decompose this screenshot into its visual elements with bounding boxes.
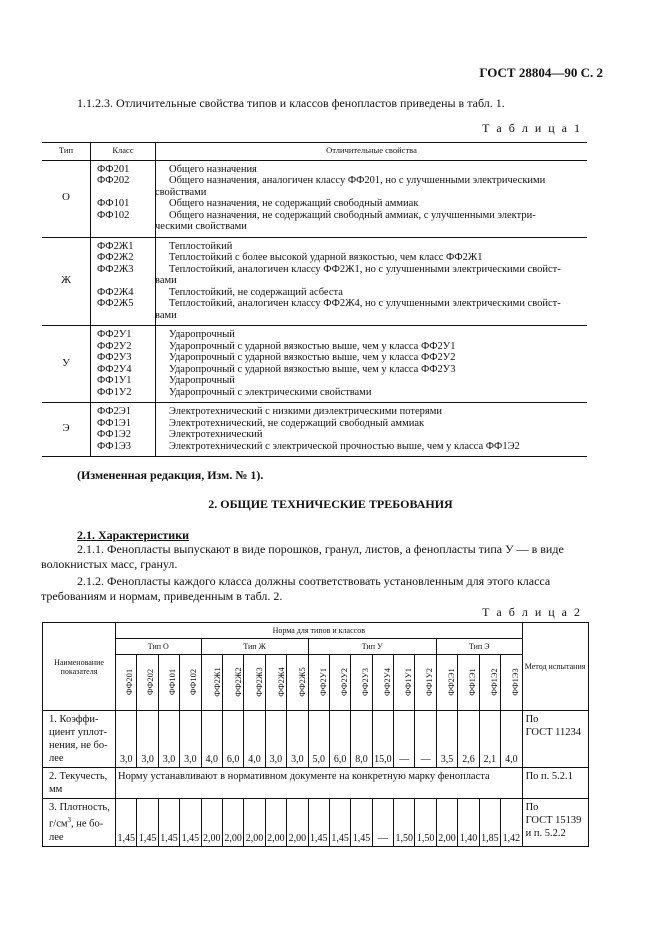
table1-header-type: Тип <box>42 143 91 161</box>
page-header: ГОСТ 28804—90 С. 2 <box>479 65 603 80</box>
class-header-text: ФФ1Э1 <box>467 668 478 696</box>
class-header <box>501 655 523 711</box>
row-name <box>43 768 116 799</box>
type-zh: Ж <box>42 237 91 326</box>
property-line: Теплостойкий <box>169 240 233 252</box>
class-item: ФФ2Ж2 <box>97 252 134 263</box>
row-name <box>43 711 116 768</box>
value-cell: 2,00 <box>287 799 308 847</box>
row-name-tail: , не бо- <box>71 818 104 830</box>
table2-header-row2 <box>43 639 589 655</box>
property-line: вами <box>155 309 177 321</box>
row-name-line: лее <box>49 831 64 843</box>
type-o: О <box>42 160 91 237</box>
paragraph-2-1-1: 2.1.1. Фенопласты выпускают в виде порошков, гранул, листов, а фенопласты типа У — в виде <box>77 542 564 556</box>
value-cell: 8,0 <box>351 711 372 768</box>
table2-header-method: Метод испытания <box>522 623 588 711</box>
class-header <box>180 655 201 711</box>
table2-header-name: Наименование показателя <box>43 623 116 711</box>
amendment-note: (Измененная редакция, Изм. № 1). <box>77 468 264 482</box>
value-cell: 6,0 <box>329 711 350 768</box>
row-name-line: 2. Текучесть, <box>49 771 108 782</box>
value-cell: 2,6 <box>458 711 479 768</box>
property-line: Общего назначения <box>169 163 257 175</box>
method-line: и п. 5.2.2 <box>525 828 566 839</box>
class-item <box>97 221 152 233</box>
class-header <box>415 655 436 711</box>
property-list <box>156 403 588 457</box>
class-item: ФФ2Ж3 <box>97 263 134 275</box>
class-list <box>91 237 156 326</box>
class-header-text: ФФ102 <box>188 668 199 696</box>
value-cell: 6,0 <box>222 711 243 768</box>
value-cell: 1,85 <box>479 799 500 847</box>
unit-superscript: 3 <box>67 816 72 824</box>
value-cell: 4,0 <box>244 711 265 768</box>
class-header-text: ФФ1У1 <box>403 668 414 696</box>
row-name-line: циент уплот- <box>49 727 108 738</box>
class-item: ФФ101 <box>97 198 130 209</box>
property-line: Теплостойкий с более высокой ударной вязкостью, чем класс ФФ2Ж1 <box>169 252 483 263</box>
class-header-text: ФФ1Э2 <box>488 668 499 696</box>
property-line: вами <box>155 275 177 286</box>
table2-type-o: Тип О <box>116 639 202 655</box>
table2-type-zh: Тип Ж <box>201 639 308 655</box>
class-item <box>97 275 152 287</box>
class-item: ФФ2У4 <box>97 363 132 375</box>
table2-header-norm: Норма для типов и классов <box>116 623 523 639</box>
value-cell: 2,00 <box>265 799 286 847</box>
value-cell: 1,50 <box>394 799 415 847</box>
class-item: ФФ1Э3 <box>97 440 132 452</box>
method-line: ГОСТ 15139 <box>525 815 582 826</box>
class-header <box>158 655 179 711</box>
property-line: Ударопрочный с ударной вязкостью выше, чем у класса ФФ2У3 <box>169 363 456 375</box>
row-name-line: 3. Плотность, <box>49 802 110 813</box>
table2-row-density <box>43 799 589 847</box>
property-line: Электротехнический <box>169 429 263 440</box>
table2-row-fluidity <box>43 768 589 799</box>
class-header-text: ФФ202 <box>145 668 156 696</box>
table1-header-row <box>42 143 587 161</box>
class-header-text: ФФ2Ж4 <box>275 667 286 697</box>
class-header-text: ФФ1У2 <box>424 668 435 696</box>
class-item: ФФ2Ж4 <box>97 286 134 298</box>
table2-row-compaction <box>43 711 589 768</box>
class-item: ФФ2Ж5 <box>97 298 134 309</box>
value-cell: 2,1 <box>479 711 500 768</box>
section-title: 2. ОБЩИЕ ТЕХНИЧЕСКИЕ ТРЕБОВАНИЯ <box>208 497 453 511</box>
class-header <box>436 655 457 711</box>
type-e: Э <box>42 403 91 457</box>
property-line: Общего назначения, не содержащий свободный аммиак <box>169 198 419 209</box>
property-line: Ударопрочный с электрическими свойствами <box>169 386 372 398</box>
value-cell: 2,00 <box>244 799 265 847</box>
table1 <box>42 142 587 457</box>
class-item: ФФ1У1 <box>97 375 132 386</box>
property-line: ческими свойствами <box>155 221 247 232</box>
class-header-text: ФФ2Ж5 <box>296 667 307 697</box>
table1-group-zh <box>42 237 587 326</box>
class-item: ФФ1У2 <box>97 386 132 398</box>
class-header-text: ФФ2У4 <box>381 668 392 696</box>
class-header-text: ФФ2Ж2 <box>232 667 243 697</box>
class-list <box>91 160 156 237</box>
table1-header-properties: Отличительные свойства <box>156 143 588 161</box>
method-cell <box>522 799 588 847</box>
class-header <box>308 655 329 711</box>
value-cell: 3,5 <box>436 711 457 768</box>
value-cell: 1,45 <box>116 799 137 847</box>
class-header-text: ФФ2Ж3 <box>254 667 265 697</box>
value-cell: 1,45 <box>137 799 158 847</box>
class-list <box>91 326 156 403</box>
paragraph-2-1-1-cont <box>41 556 213 572</box>
property-line: Ударопрочный с ударной вязкостью выше, чем у класса ФФ2У2 <box>169 352 456 363</box>
value-cell: — <box>372 799 393 847</box>
value-cell: 3,0 <box>180 711 201 768</box>
class-header <box>479 655 500 711</box>
value-cell: 15,0 <box>372 711 393 768</box>
value-cell: 1,45 <box>180 799 201 847</box>
class-item: ФФ102 <box>97 209 130 221</box>
table1-caption: Т а б л и ц а 1 <box>482 121 582 135</box>
class-item: ФФ2Э1 <box>97 406 132 417</box>
class-item: ФФ2У1 <box>97 329 132 340</box>
value-cell: 1,50 <box>415 799 436 847</box>
subsection-title: 2.1. Характеристики <box>77 528 190 542</box>
property-line: свойствами <box>155 186 207 198</box>
class-header <box>394 655 415 711</box>
row-name-line: 1. Коэффи- <box>49 714 99 725</box>
property-line: Электротехнический, не содержащий свободный аммиак <box>169 417 425 429</box>
class-header <box>372 655 393 711</box>
method-line: ГОСТ 11234 <box>525 727 582 738</box>
paragraph-2-1-2-cont <box>41 588 318 604</box>
class-header-text: ФФ2У1 <box>317 668 328 696</box>
value-cell: 3,0 <box>158 711 179 768</box>
property-line: Общего назначения, аналогичен классу ФФ201, но с улучшенными электрическими <box>169 175 546 186</box>
row-name-line: мм <box>49 784 63 795</box>
class-item: ФФ2Ж1 <box>97 240 134 252</box>
class-header <box>351 655 372 711</box>
class-item: ФФ202 <box>97 175 130 186</box>
class-header-text: ФФ201 <box>124 668 135 696</box>
class-header-text: ФФ101 <box>166 668 177 696</box>
paragraph-2-1-1-cont-text: волокнистых масс, гранул. <box>41 557 178 571</box>
class-item <box>97 187 152 199</box>
table2-type-u: Тип У <box>308 639 436 655</box>
property-line: Ударопрочный <box>169 329 235 340</box>
class-header-text: ФФ2Ж1 <box>211 667 222 697</box>
method-line: По <box>525 714 539 725</box>
value-cell: 2,00 <box>201 799 222 847</box>
table1-group-o <box>42 160 587 237</box>
class-item: ФФ201 <box>97 163 130 175</box>
property-line: Электротехнический с низкими диэлектрическими потерями <box>169 406 442 417</box>
value-cell: 3,0 <box>116 711 137 768</box>
class-header-text: ФФ2У3 <box>360 668 371 696</box>
value-cell: 1,45 <box>329 799 350 847</box>
class-header <box>265 655 286 711</box>
table1-header-class: Класс <box>91 143 156 161</box>
class-item: ФФ2У3 <box>97 352 132 363</box>
value-cell: 2,00 <box>222 799 243 847</box>
class-item: ФФ2У2 <box>97 340 132 352</box>
property-line: Электротехнический с электрической прочностью выше, чем у класса ФФ1Э2 <box>169 440 520 452</box>
class-header-text: ФФ2Э1 <box>445 668 456 696</box>
value-cell: 1,45 <box>308 799 329 847</box>
value-cell: 1,40 <box>458 799 479 847</box>
fluidity-norm-text: Норму устанавливают в нормативном документе на конкретную марку фенопласта <box>116 768 523 799</box>
method-line: По <box>525 802 539 813</box>
table1-group-e <box>42 403 587 457</box>
row-name-line: нения, не бо- <box>49 740 108 751</box>
value-cell: 3,0 <box>287 711 308 768</box>
property-list <box>156 326 588 403</box>
value-cell: 1,42 <box>501 799 523 847</box>
class-item <box>97 310 152 322</box>
method-cell: По п. 5.2.1 <box>522 768 588 799</box>
class-header <box>116 655 137 711</box>
property-line: Ударопрочный с ударной вязкостью выше, чем у класса ФФ2У1 <box>169 340 456 352</box>
value-cell: 3,0 <box>137 711 158 768</box>
paragraph-2-1-2-cont-text: требованиям и нормам, приведенным в табл. 2. <box>41 589 283 603</box>
class-item: ФФ1Э1 <box>97 417 132 429</box>
row-name-line: лее <box>49 753 64 764</box>
row-name <box>43 799 116 847</box>
table2-class-row <box>43 655 589 711</box>
value-cell: — <box>394 711 415 768</box>
property-line: Ударопрочный <box>169 375 235 386</box>
value-cell: 4,0 <box>501 711 523 768</box>
class-header <box>201 655 222 711</box>
class-item: ФФ1Э2 <box>97 429 132 440</box>
value-cell: 3,0 <box>265 711 286 768</box>
row-name-line <box>49 814 113 831</box>
property-list <box>156 160 588 237</box>
table2 <box>42 622 589 847</box>
unit-text: г/см <box>49 818 68 830</box>
property-line: Теплостойкий, аналогичен классу ФФ2Ж4, но с улучшенными электрическими свойст- <box>169 298 561 309</box>
property-list <box>156 237 588 326</box>
value-cell: 4,0 <box>201 711 222 768</box>
property-line: Общего назначения, не содержащий свободный аммиак, с улучшенными электри- <box>169 209 536 221</box>
class-header <box>137 655 158 711</box>
class-header <box>329 655 350 711</box>
value-cell: 2,00 <box>436 799 457 847</box>
method-cell <box>522 711 588 768</box>
class-header-text: ФФ2У2 <box>338 668 349 696</box>
paragraph-2-1-2: 2.1.2. Фенопласты каждого класса должны соответствовать установленным для этого класса <box>77 574 551 588</box>
class-header <box>244 655 265 711</box>
property-line: Теплостойкий, аналогичен классу ФФ2Ж1, но с улучшенными электрическими свойст- <box>169 263 561 275</box>
value-cell: 1,45 <box>158 799 179 847</box>
table1-group-u <box>42 326 587 403</box>
class-header-text: ФФ1Э3 <box>509 668 520 696</box>
table2-type-e: Тип Э <box>436 639 522 655</box>
class-header <box>287 655 308 711</box>
table2-caption: Т а б л и ц а 2 <box>482 605 582 619</box>
class-header <box>222 655 243 711</box>
value-cell: — <box>415 711 436 768</box>
class-list <box>91 403 156 457</box>
value-cell: 1,45 <box>351 799 372 847</box>
intro-paragraph: 1.1.2.3. Отличительные свойства типов и классов фенопластов приведены в табл. 1. <box>77 96 505 110</box>
property-line: Теплостойкий, не содержащий асбеста <box>169 286 343 298</box>
table2-header-row1 <box>43 623 589 639</box>
class-header <box>458 655 479 711</box>
value-cell: 5,0 <box>308 711 329 768</box>
type-u: У <box>42 326 91 403</box>
